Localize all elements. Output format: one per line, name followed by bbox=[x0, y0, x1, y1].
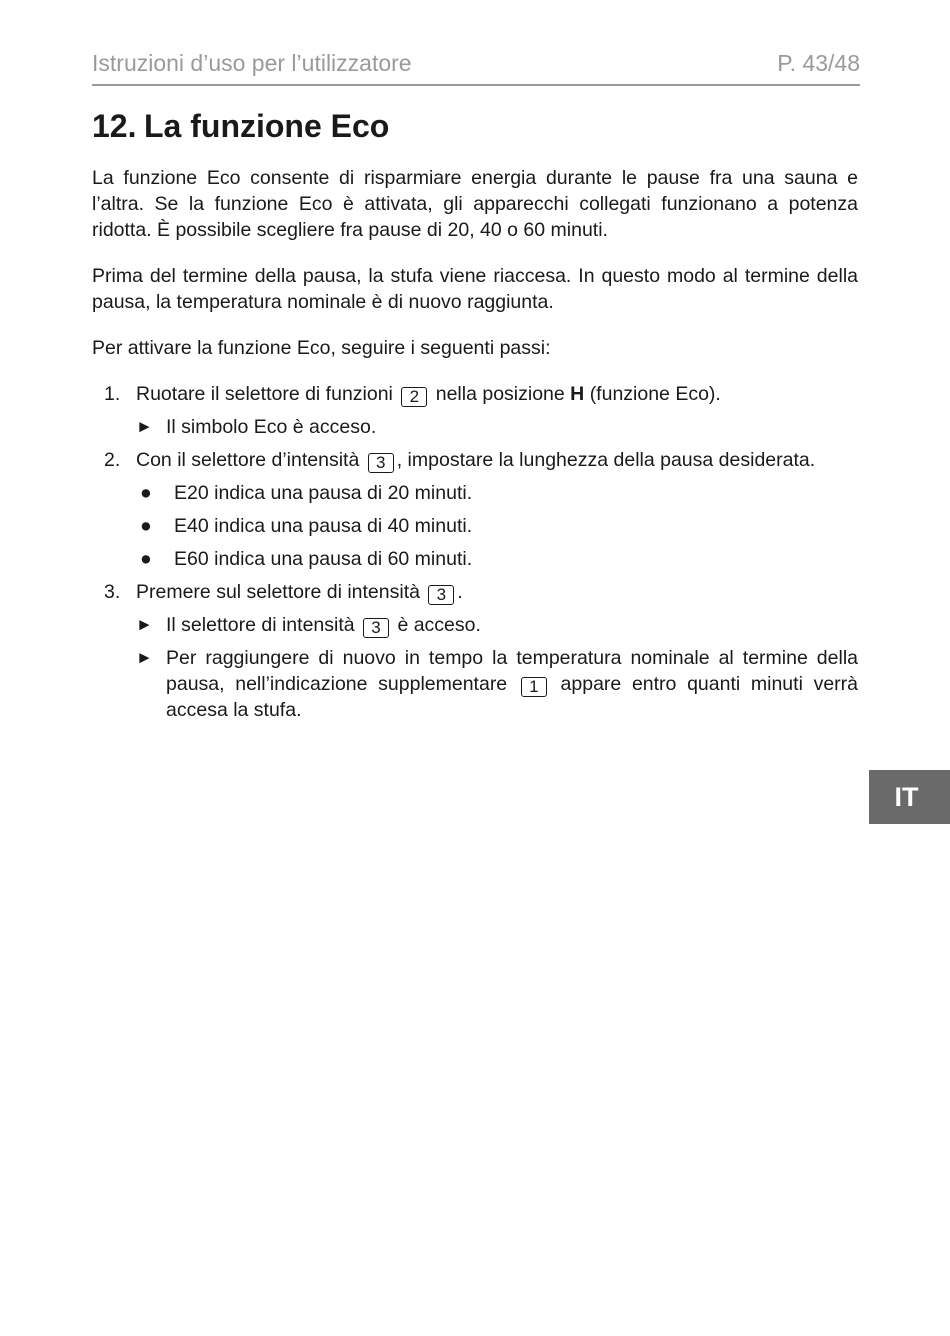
bullet-dot-icon: ● bbox=[140, 482, 152, 504]
steps-intro-paragraph: Per attivare la funzione Eco, seguire i seguenti passi: bbox=[92, 337, 551, 359]
reference-number-box: 1 bbox=[521, 677, 547, 697]
section-title bbox=[92, 108, 389, 145]
step-2 bbox=[92, 447, 858, 572]
section-number: 12. bbox=[92, 108, 137, 144]
step-text: Ruotare il selettore di funzioni 2 nella posizione H (funzione Eco). bbox=[136, 383, 721, 406]
result-line: ► Il simbolo Eco è acceso. bbox=[136, 416, 377, 438]
reference-number-box: 3 bbox=[428, 585, 454, 605]
reference-number-box: 2 bbox=[401, 387, 427, 407]
step-text: Con il selettore d’intensità 3 , impostare la lunghezza della pausa desiderata. bbox=[136, 449, 816, 472]
bullet-item: ● E40 indica una pausa di 40 minuti. bbox=[140, 515, 473, 537]
result-line: ► Per raggiungere di nuovo in tempo la temperatura nominale al termine della pausa, nell’indicazione supplementare 1 appare entro quanti minuti verrà accesa la stufa. bbox=[136, 647, 859, 721]
bullet-item: ● E20 indica una pausa di 20 minuti. bbox=[140, 482, 473, 504]
step-text: Premere sul selettore di intensità 3 . bbox=[136, 581, 463, 604]
step-number: 3. bbox=[104, 581, 121, 603]
position-letter: H bbox=[570, 383, 585, 405]
step-3 bbox=[92, 579, 858, 723]
step-number: 2. bbox=[104, 449, 121, 471]
content bbox=[92, 165, 858, 723]
language-tab: IT bbox=[869, 770, 950, 824]
reference-number-box: 3 bbox=[368, 453, 394, 473]
intro-paragraph: La funzione Eco consente di risparmiare energia durante le pause fra una sauna e l’altra. Se la funzione Eco è attivata, gli apparecchi collegati funzionano a potenza ridotta. È possibile scegliere fra pause di 20, 40 o 60 minuti. bbox=[92, 167, 858, 241]
reheat-paragraph: Prima del termine della pausa, la stufa viene riaccesa. In questo modo al termine della pausa, la temperatura nominale è di nuovo raggiunta. bbox=[92, 265, 858, 313]
document-title: Istruzioni d’uso per l’utilizzatore bbox=[92, 50, 412, 76]
bullet-dot-icon: ● bbox=[140, 548, 152, 570]
page-number: P. 43/48 bbox=[777, 50, 860, 76]
section-title-text: La funzione Eco bbox=[144, 108, 390, 144]
steps-list bbox=[92, 381, 858, 723]
bullet-item: ● E60 indica una pausa di 60 minuti. bbox=[140, 548, 473, 570]
step-1 bbox=[92, 381, 858, 440]
page-header bbox=[92, 48, 860, 86]
bullet-dot-icon: ● bbox=[140, 515, 152, 537]
result-arrow-icon: ► bbox=[136, 648, 153, 667]
result-line: ► Il selettore di intensità 3 è acceso. bbox=[136, 614, 481, 637]
result-arrow-icon: ► bbox=[136, 417, 153, 436]
result-arrow-icon: ► bbox=[136, 615, 153, 634]
reference-number-box: 3 bbox=[363, 618, 389, 638]
step-number: 1. bbox=[104, 383, 121, 405]
